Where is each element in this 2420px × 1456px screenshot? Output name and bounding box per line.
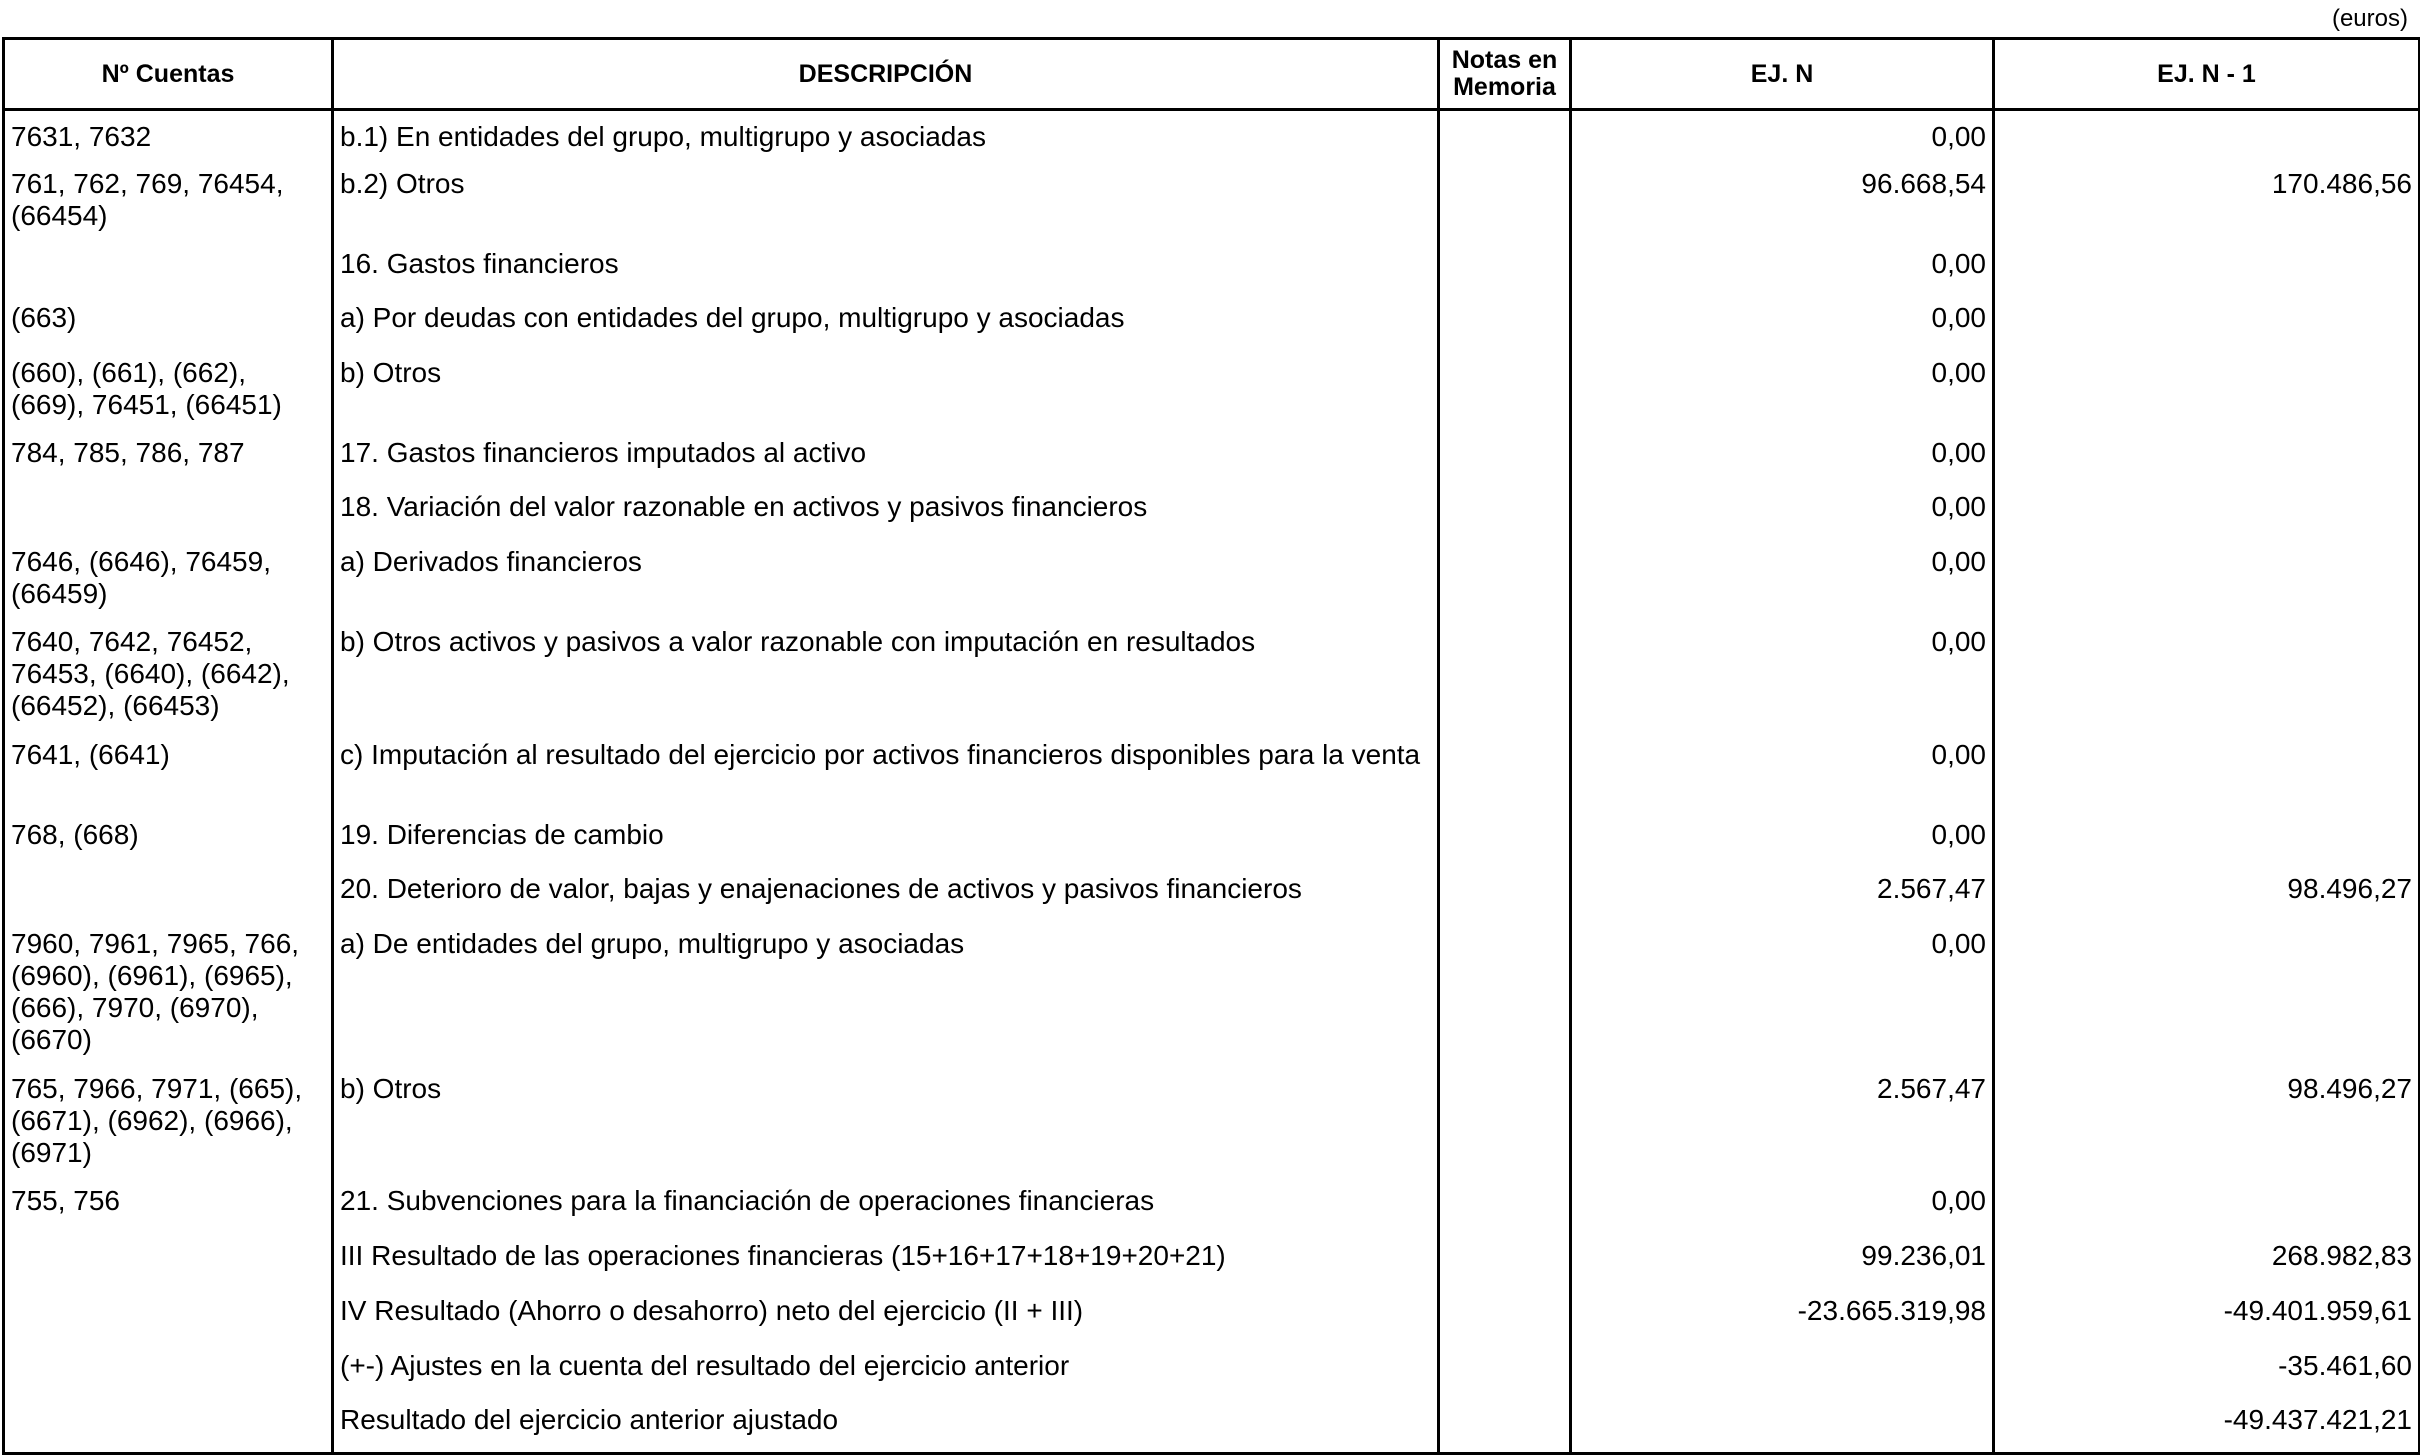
previous-year-value bbox=[1994, 924, 2420, 1069]
current-year-value: 0,00 bbox=[1571, 542, 1994, 622]
notes-cell bbox=[1439, 1400, 1571, 1454]
current-year-value: 0,00 bbox=[1571, 924, 1994, 1069]
notes-cell bbox=[1439, 298, 1571, 353]
description-cell: c) Imputación al resultado del ejercicio por activos financieros disponibles para la venta bbox=[333, 735, 1439, 815]
notes-cell bbox=[1439, 735, 1571, 815]
description-cell: 20. Deterioro de valor, bajas y enajenaciones de activos y pasivos financieros bbox=[333, 869, 1439, 924]
table-row bbox=[4, 487, 2420, 542]
table-body bbox=[4, 110, 2420, 1454]
table-row bbox=[4, 924, 2420, 1069]
description-cell: (+-) Ajustes en la cuenta del resultado del ejercicio anterior bbox=[333, 1346, 1439, 1400]
currency-note: (euros) bbox=[2331, 5, 2408, 32]
previous-year-value bbox=[1994, 298, 2420, 353]
notes-cell bbox=[1439, 815, 1571, 869]
previous-year-header: EJ. N - 1 bbox=[1994, 39, 2420, 110]
current-year-value bbox=[1571, 1400, 1994, 1454]
current-year-value: 2.567,47 bbox=[1571, 869, 1994, 924]
current-year-header: EJ. N bbox=[1571, 39, 1994, 110]
previous-year-value bbox=[1994, 487, 2420, 542]
notes-header: Notas en Memoria bbox=[1439, 39, 1571, 110]
table-row bbox=[4, 735, 2420, 815]
notes-cell bbox=[1439, 353, 1571, 433]
account-codes-cell: 7631, 7632 bbox=[4, 110, 333, 164]
notes-cell bbox=[1439, 542, 1571, 622]
table-row bbox=[4, 869, 2420, 924]
description-cell: b) Otros bbox=[333, 353, 1439, 433]
account-codes-cell bbox=[4, 244, 333, 298]
description-cell: a) Derivados financieros bbox=[333, 542, 1439, 622]
table-row bbox=[4, 244, 2420, 298]
description-cell: b.2) Otros bbox=[333, 164, 1439, 244]
account-codes-cell: 7960, 7961, 7965, 766, (6960), (6961), (6965), (666), 7970, (6970), (6670) bbox=[4, 924, 333, 1069]
description-cell: 21. Subvenciones para la financiación de operaciones financieras bbox=[333, 1181, 1439, 1236]
notes-cell bbox=[1439, 924, 1571, 1069]
notes-cell bbox=[1439, 869, 1571, 924]
current-year-value bbox=[1571, 1346, 1994, 1400]
account-codes-cell: 784, 785, 786, 787 bbox=[4, 433, 333, 487]
table-row bbox=[4, 433, 2420, 487]
description-cell: a) De entidades del grupo, multigrupo y asociadas bbox=[333, 924, 1439, 1069]
account-codes-cell: 7640, 7642, 76452, 76453, (6640), (6642), (66452), (66453) bbox=[4, 622, 333, 735]
previous-year-value: -49.401.959,61 bbox=[1994, 1291, 2420, 1346]
notes-cell bbox=[1439, 1181, 1571, 1236]
table-row bbox=[4, 622, 2420, 735]
accounts-header: Nº Cuentas bbox=[4, 39, 333, 110]
account-codes-cell bbox=[4, 1346, 333, 1400]
current-year-value: 2.567,47 bbox=[1571, 1069, 1994, 1181]
account-codes-cell bbox=[4, 869, 333, 924]
account-codes-cell: 768, (668) bbox=[4, 815, 333, 869]
previous-year-value bbox=[1994, 433, 2420, 487]
notes-cell bbox=[1439, 1346, 1571, 1400]
previous-year-value bbox=[1994, 815, 2420, 869]
current-year-value: 0,00 bbox=[1571, 110, 1994, 164]
current-year-value: 0,00 bbox=[1571, 815, 1994, 869]
previous-year-value bbox=[1994, 353, 2420, 433]
previous-year-value bbox=[1994, 1181, 2420, 1236]
previous-year-value: -49.437.421,21 bbox=[1994, 1400, 2420, 1454]
current-year-value: 0,00 bbox=[1571, 298, 1994, 353]
account-codes-cell bbox=[4, 1291, 333, 1346]
table-row bbox=[4, 1069, 2420, 1181]
account-codes-cell: 7641, (6641) bbox=[4, 735, 333, 815]
current-year-value: -23.665.319,98 bbox=[1571, 1291, 1994, 1346]
current-year-value: 0,00 bbox=[1571, 353, 1994, 433]
current-year-value: 99.236,01 bbox=[1571, 1236, 1994, 1291]
current-year-value: 0,00 bbox=[1571, 487, 1994, 542]
description-cell: 16. Gastos financieros bbox=[333, 244, 1439, 298]
current-year-value: 0,00 bbox=[1571, 622, 1994, 735]
description-cell: 17. Gastos financieros imputados al activo bbox=[333, 433, 1439, 487]
table-row bbox=[4, 1236, 2420, 1291]
previous-year-value bbox=[1994, 110, 2420, 164]
current-year-value: 0,00 bbox=[1571, 433, 1994, 487]
account-codes-cell bbox=[4, 1236, 333, 1291]
account-codes-cell: (660), (661), (662), (669), 76451, (66451) bbox=[4, 353, 333, 433]
notes-cell bbox=[1439, 433, 1571, 487]
notes-cell bbox=[1439, 622, 1571, 735]
current-year-value: 0,00 bbox=[1571, 244, 1994, 298]
current-year-value: 96.668,54 bbox=[1571, 164, 1994, 244]
previous-year-value bbox=[1994, 542, 2420, 622]
table-row bbox=[4, 298, 2420, 353]
table-row bbox=[4, 1346, 2420, 1400]
table-row bbox=[4, 542, 2420, 622]
previous-year-value: 268.982,83 bbox=[1994, 1236, 2420, 1291]
description-cell: Resultado del ejercicio anterior ajustado bbox=[333, 1400, 1439, 1454]
current-year-value: 0,00 bbox=[1571, 1181, 1994, 1236]
description-cell: b.1) En entidades del grupo, multigrupo y asociadas bbox=[333, 110, 1439, 164]
results-table bbox=[2, 37, 2420, 1455]
previous-year-value bbox=[1994, 244, 2420, 298]
description-cell: IV Resultado (Ahorro o desahorro) neto del ejercicio (II + III) bbox=[333, 1291, 1439, 1346]
account-codes-cell bbox=[4, 487, 333, 542]
table-row bbox=[4, 164, 2420, 244]
description-cell: b) Otros activos y pasivos a valor razonable con imputación en resultados bbox=[333, 622, 1439, 735]
table-row bbox=[4, 1181, 2420, 1236]
current-year-value: 0,00 bbox=[1571, 735, 1994, 815]
notes-cell bbox=[1439, 164, 1571, 244]
table-row bbox=[4, 353, 2420, 433]
account-codes-cell: 765, 7966, 7971, (665), (6671), (6962), (6966), (6971) bbox=[4, 1069, 333, 1181]
notes-cell bbox=[1439, 1291, 1571, 1346]
table-row bbox=[4, 815, 2420, 869]
notes-cell bbox=[1439, 1069, 1571, 1181]
table-header-row bbox=[4, 39, 2420, 110]
description-cell: 19. Diferencias de cambio bbox=[333, 815, 1439, 869]
notes-cell bbox=[1439, 244, 1571, 298]
account-codes-cell bbox=[4, 1400, 333, 1454]
description-cell: III Resultado de las operaciones financieras (15+16+17+18+19+20+21) bbox=[333, 1236, 1439, 1291]
previous-year-value: 98.496,27 bbox=[1994, 869, 2420, 924]
table-row bbox=[4, 1400, 2420, 1454]
account-codes-cell: 7646, (6646), 76459, (66459) bbox=[4, 542, 333, 622]
account-codes-cell: 761, 762, 769, 76454, (66454) bbox=[4, 164, 333, 244]
notes-cell bbox=[1439, 487, 1571, 542]
description-header: DESCRIPCIÓN bbox=[333, 39, 1439, 110]
description-cell: a) Por deudas con entidades del grupo, multigrupo y asociadas bbox=[333, 298, 1439, 353]
description-cell: 18. Variación del valor razonable en activos y pasivos financieros bbox=[333, 487, 1439, 542]
previous-year-value: 98.496,27 bbox=[1994, 1069, 2420, 1181]
description-cell: b) Otros bbox=[333, 1069, 1439, 1181]
previous-year-value bbox=[1994, 622, 2420, 735]
notes-cell bbox=[1439, 110, 1571, 164]
table-row bbox=[4, 1291, 2420, 1346]
previous-year-value: -35.461,60 bbox=[1994, 1346, 2420, 1400]
previous-year-value bbox=[1994, 735, 2420, 815]
previous-year-value: 170.486,56 bbox=[1994, 164, 2420, 244]
account-codes-cell: 755, 756 bbox=[4, 1181, 333, 1236]
table-row bbox=[4, 110, 2420, 164]
notes-cell bbox=[1439, 1236, 1571, 1291]
account-codes-cell: (663) bbox=[4, 298, 333, 353]
